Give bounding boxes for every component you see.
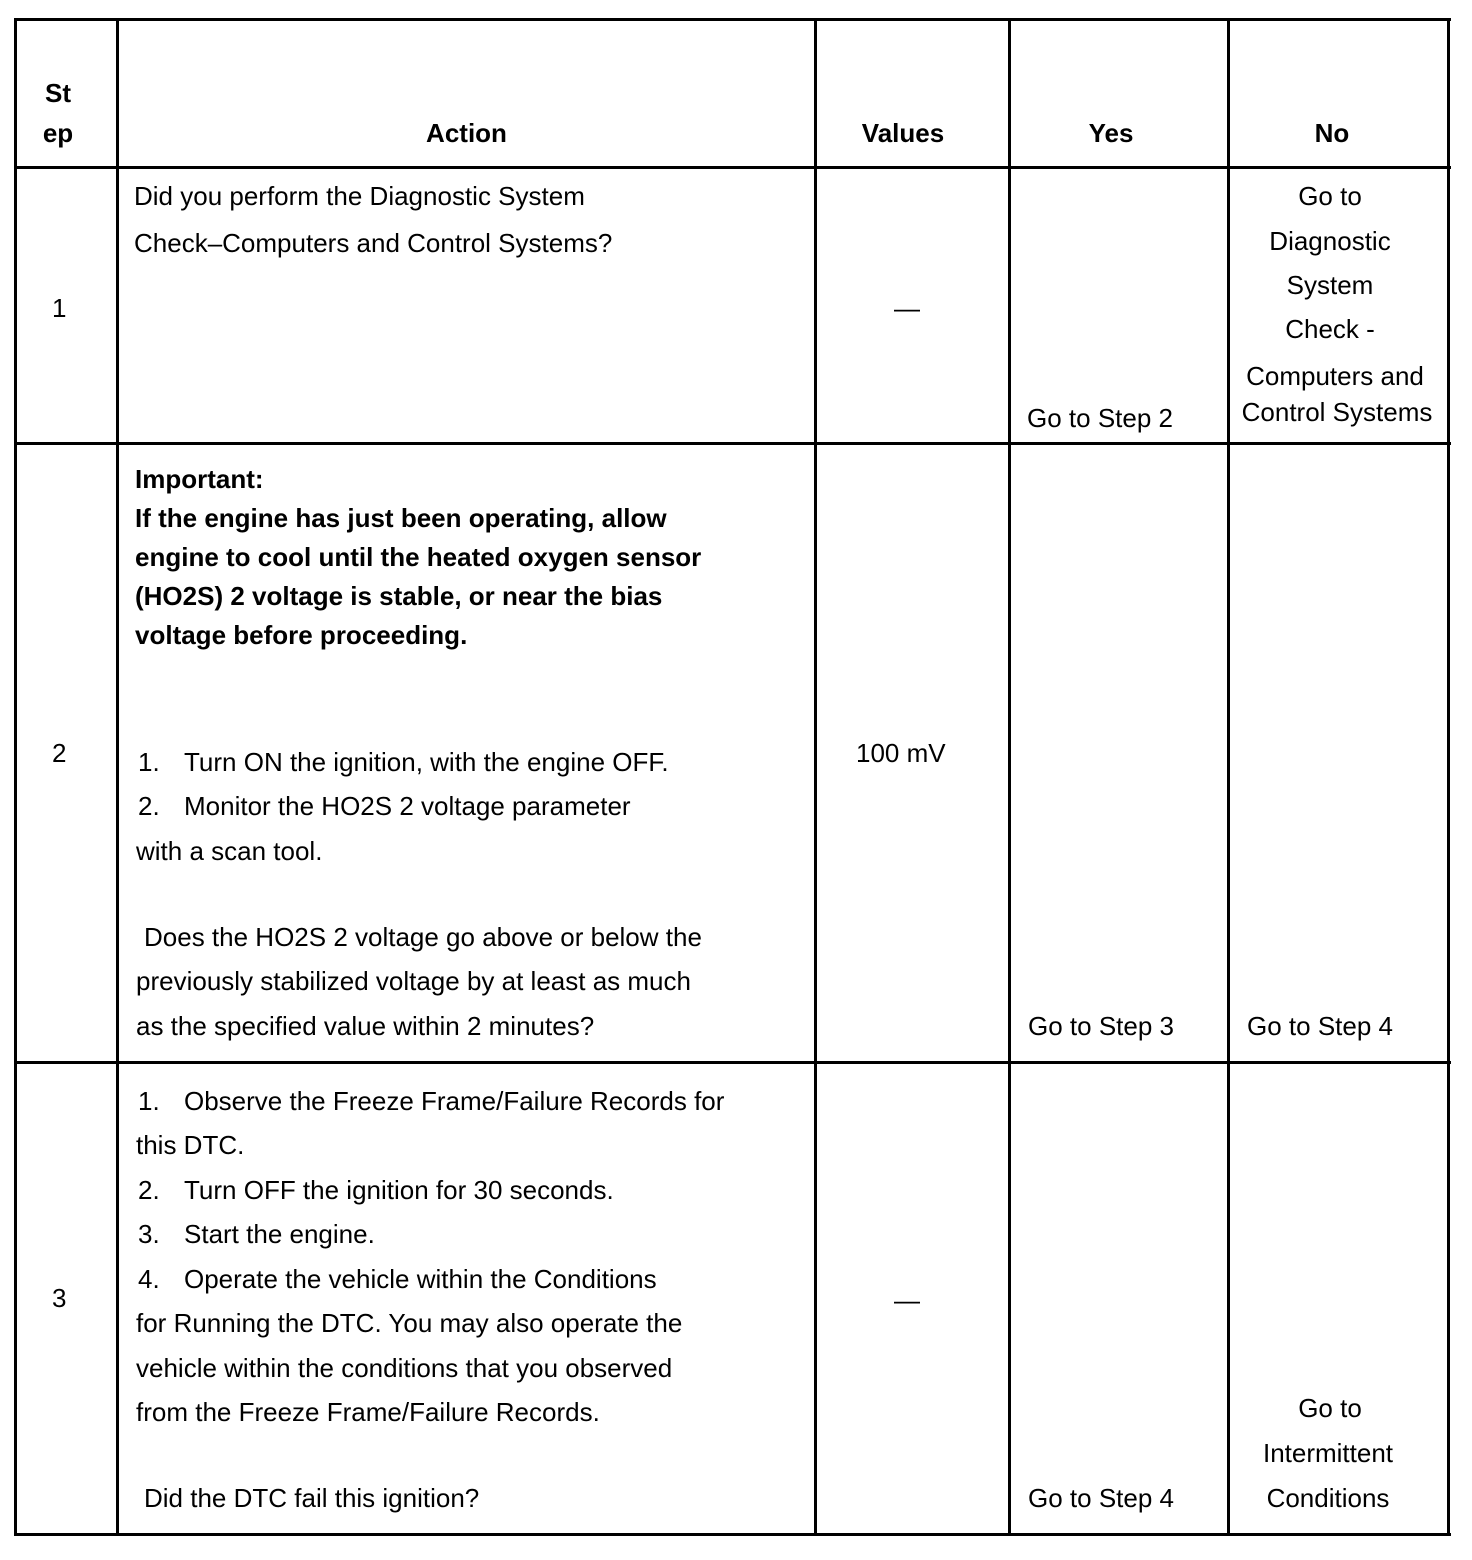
row-1-no-line: Diagnostic [1269,226,1391,256]
header-action: Action [426,118,507,148]
row-3-step-text: Turn OFF the ignition for 30 seconds. [184,1175,614,1205]
row-2-important-line: engine to cool until the heated oxygen sensor [135,542,702,572]
border-right [1447,18,1450,1536]
row-3-step-number: 3. [138,1219,160,1249]
row-1-action-line: Check–Computers and Control Systems? [134,228,613,258]
row-1-step: 1 [52,293,67,323]
header-step-line1: St [45,78,71,108]
row-1-action-line: Did you perform the Diagnostic System [134,181,585,211]
row-1-no-line: Check - [1285,314,1375,344]
row-2-step-number: 2. [138,791,160,821]
row-3-continuation-line: for Running the DTC. You may also operate the [136,1308,683,1338]
row-2-important-label: Important: [135,464,264,494]
row-1-divider [14,442,1451,445]
row-2-no: Go to Step 4 [1247,1011,1393,1041]
row-2-continuation: with a scan tool. [136,836,323,866]
row-1-yes: Go to Step 2 [1027,403,1173,433]
row-2-value: 100 mV [856,738,946,768]
row-3-continuation-line: from the Freeze Frame/Failure Records. [136,1397,600,1427]
row-3-step: 3 [52,1283,67,1313]
row-2-important-line: (HO2S) 2 voltage is stable, or near the bias [135,581,663,611]
row-3-step-text: Observe the Freeze Frame/Failure Records for [184,1086,725,1116]
row-1-value: — [894,293,920,323]
row-2-yes: Go to Step 3 [1028,1011,1174,1041]
row-1-no-line: Control Systems [1241,397,1433,427]
row-3-question: Did the DTC fail this ignition? [144,1483,480,1513]
row-1-no-line: System [1286,270,1374,300]
row-3-value: — [894,1285,920,1315]
header-divider [14,166,1451,169]
row-1-no-line: Go to [1298,181,1362,211]
row-3-no-line: Go to [1298,1393,1362,1423]
row-3-yes: Go to Step 4 [1028,1483,1174,1513]
header-step-line2: ep [42,118,74,148]
row-2-important-line: If the engine has just been operating, allow [135,503,667,533]
row-3-step-number: 4. [138,1264,160,1294]
row-2-question-line: Does the HO2S 2 voltage go above or below the [144,922,702,952]
row-3-step-text: this DTC. [136,1130,245,1160]
row-3-step-number: 2. [138,1175,160,1205]
row-2-question-line: previously stabilized voltage by at least as much [136,966,691,996]
row-2-step-text: Turn ON the ignition, with the engine OFF. [184,747,669,777]
row-2-important-line: voltage before proceeding. [135,620,468,650]
row-3-continuation-line: vehicle within the conditions that you observed [136,1353,673,1383]
border-bottom [16,1533,1451,1536]
header-yes: Yes [1088,118,1134,148]
row-3-no-line: Conditions [1266,1483,1390,1513]
row-2-step-number: 1. [138,747,160,777]
row-3-step-number: 1. [138,1086,160,1116]
col-divider-action [814,18,817,1536]
row-2-divider [16,1061,1451,1064]
header-no: No [1314,118,1350,148]
row-3-step-text: Operate the vehicle within the Conditions [184,1264,657,1294]
row-2-question-line: as the specified value within 2 minutes? [136,1011,595,1041]
row-2-step: 2 [52,738,67,768]
row-3-no-line: Intermittent [1262,1438,1394,1468]
header-values: Values [861,118,945,148]
border-left [14,18,17,1536]
row-1-no-line: Computers and [1246,361,1424,391]
col-divider-step [116,18,119,1536]
row-3-step-text: Start the engine. [184,1219,375,1249]
border-top [14,18,1451,21]
row-2-step-text: Monitor the HO2S 2 voltage parameter [184,791,631,821]
col-divider-values [1008,18,1011,1536]
